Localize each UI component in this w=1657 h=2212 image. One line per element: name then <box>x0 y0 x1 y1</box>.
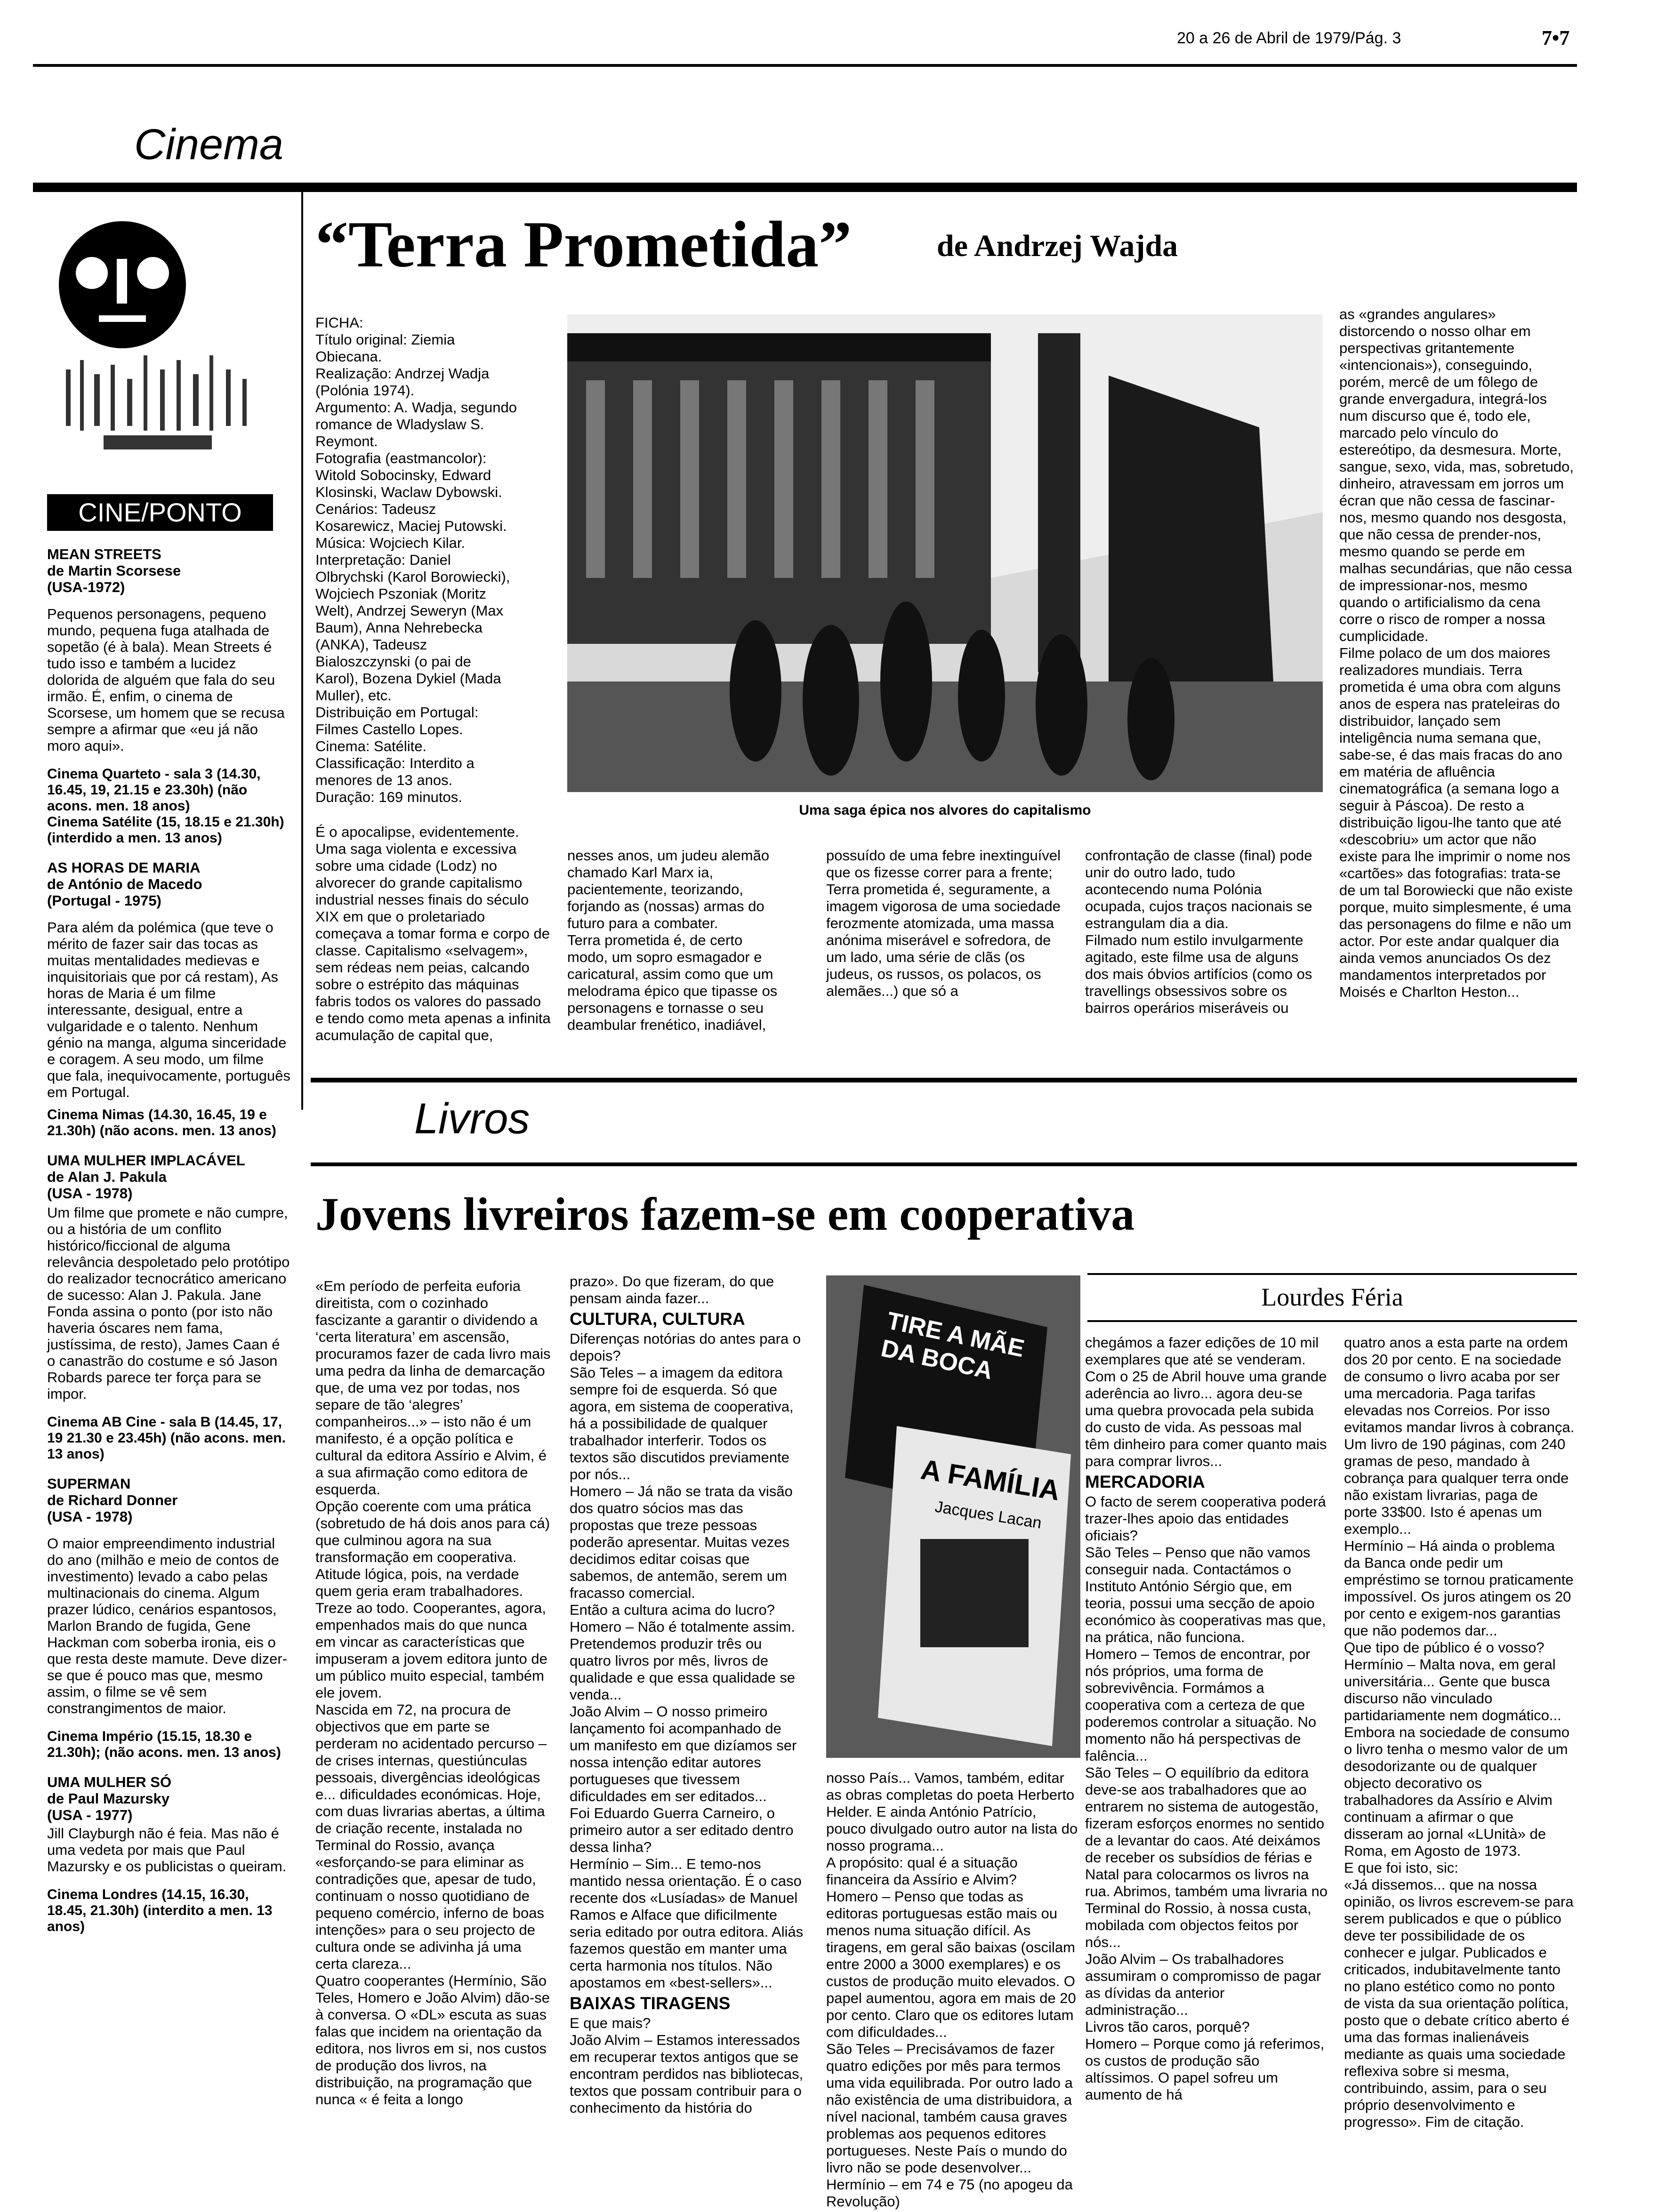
section-label-cinema: Cinema <box>134 120 284 168</box>
film-col2: nesses anos, um judeu alemão chamado Karl Marx ia, pacientemente, teorizando, forjando as (nossas) armas do futuro para a combater. Terra prometida é, de certo modo, um sopro esmagador e caricatural, assim como que um melodrama épico que tipasse os personagens e tornasse o seu deambular frenético, inadiável, <box>567 847 778 1033</box>
book-cover-title-1: TIRE A MÃE DA BOCA <box>878 1306 1027 1385</box>
film-col5: as «grandes angulares» distorcendo o nosso olhar em perspectivas gritantemente «intencionais»), conseguindo, porém, mercê de um fôlego de grande envergadura, integrá-los num discurso que é, todo ele, marcado pelo vínculo do estereótipo, da desmesura. Morte, sangue, sexo, vida, mas, sobretudo, dinheiro, atravessam em jorros um écran que não cessa de fascinar-nos, mesmo quando nos desgosta, que não cessa de prender-nos, mesmo quando se perde em malhas secundárias, que não cessa de impressionar-nos, mesmo quando o artificialismo da cena corre o risco de romper a nossa cumplicidade. Filme polaco de um dos maiores realizadores mundiais. Terra prometida é uma obra com alguns anos de espera nas prateleiras do distribuidor, lançado sem inteligência numa semana que, sabe-se, é das mais fracas do ano em matéria de afluência cinematográfica (a semana logo a seguir à Páscoa). De resto a distribuição ligou-lhe tanto que até «descobriu» um actor que não existe para lhe imprimir o nome nos «cartões» das fotografias: trata-se de um tal Borowiecki que não existe porque, muito simplesmente, é uma das personagens do filme e não um actor. Por este andar qualquer dia ainda vemos anunciados Os dez mandamentos interpretados por Moisés e Charlton Heston... <box>1339 306 1574 1000</box>
books-col4-text: chegámos a fazer edições de 10 mil exemplares que até se venderam. Com o 25 de Abril houve uma grande aderência ao livro... agora deu-se uma quebra provocada pela subida do custo de vida. As pessoas mal têm dinheiro para comer quanto mais para comprar livros... <box>1085 1334 1327 1469</box>
entry-title: AS HORAS DE MARIA de António de Macedo (Portugal - 1975) <box>47 859 202 909</box>
film-headline: “Terra Prometida” <box>315 208 852 281</box>
books-col5: quatro anos a esta parte na ordem dos 20 por cento. E na sociedade de consumo o livro acaba por ser uma mercadoria. Paga tarifas elevadas nos Correios. Por isso evitamos mandar livros à cobrança. Um livro de 190 páginas, com 240 gramas de peso, mandado à cobrança para qualquer terra onde não existam livrarias, paga de porte 33$00. Isto é apenas um exemplo... Hermínio – Há ainda o problema da Banca onde pedir um empréstimo se tornou praticamente impossível. Os juros atingem os 20 por cento e exigem-nos garantias que não podemos dar... Que tipo de público é o vosso? Hermínio – Malta nova, em geral universitária... Gente que busca discurso não vinculado partidariamente nem dogmático... Embora na sociedade de consumo o livro tenha o mesmo valor de um desodorizante ou de qualquer objecto decorativo os trabalhadores da Assírio e Alvim continuam a afirmar o que disseram ao jornal «LUnità» de Roma, em Agosto de 1973. E que foi isto, sic: «Já dissemos... que na nossa opinião, os livros escrevem-se para serem publicados e que o público deve ter possibilidade de os conhecer e julgar. Publicados e criticados, indubitavelmente tanto no plano estético como no ponto de vista da sua orientação política, posto que o debate crítico aberto é uma das formas inalienáveis mediante as quais uma sociedade reflexiva sobre si mesma, contribuindo, assim, para o seu próprio desenvolvimento e progresso». Fim de citação. <box>1344 1334 1575 2130</box>
section-rule-livros-top <box>311 1078 1577 1082</box>
entry-schedule: Cinema AB Cine - sala B (14.45, 17, 19 21.30 e 23.45h) (não acons. men. 13 anos) <box>47 1414 286 1462</box>
author-rule-bottom <box>1087 1320 1577 1322</box>
entry-title: SUPERMAN de Richard Donner (USA - 1978) <box>47 1475 178 1525</box>
list-item <box>47 546 292 846</box>
book-cover-author: Jacques Lacan <box>933 1498 1043 1532</box>
section-rule-livros-bottom <box>311 1162 1577 1166</box>
list-item <box>47 859 292 1139</box>
cineponto-list <box>47 546 292 1948</box>
film-col3: possuído de uma febre inextinguível que os fizesse correr para a frente; Terra prometida é, seguramente, a imagem vigorosa de uma sociedade ferozmente atomizada, uma massa anónima miserável e sofredora, de um lado, uma série de clãs (os judeus, os russos, os polacos, os alemães...) que só a <box>826 847 1061 999</box>
subhead-mercadoria: MERCADORIA <box>1085 1472 1205 1491</box>
author-rule-top <box>1087 1273 1577 1275</box>
film-col4: confrontação de classe (final) pode unir do outro lado, tudo acontecendo numa Polónia ocupada, cujos traços nacionais se estrangulam dia a dia. Filmado num estilo invulgarmente agitado, este filme usa de alguns dos mais óbvios artifícios (como os travellings obsessivos sobre os bairros operários miseráveis ou <box>1085 847 1312 1016</box>
publication-logo: 7•7 <box>1542 26 1570 49</box>
film-col1: É o apocalipse, evidentemente. Uma saga violenta e excessiva sobre uma cidade (Lodz) no alvorecer do grande capitalismo industrial nesses finais do século XIX em que o proletariado começava a tomar forma e corpo de classe. Capitalismo «selvagem», sem rédeas nem peias, calcando sobre o estrépito das máquinas fabris todos os valores do passado e tendo como meta apenas a infinita acumulação de capital que, <box>315 824 551 1043</box>
entry-text: Um filme que promete e não cumpre, ou a história de um conflito histórico/ficcional de alguma relevância despoletado pelo protótipo do realizador tecnocrático americano de sucesso: Alan J. Pakula. Jane Fonda assina o ponto (por isto não haveria óscares nem fama, justíssima, de resto), James Caan é o canastrão do costume e só Jason Robards parece ter força para se impor. <box>47 1204 290 1402</box>
entry-text: Jill Clayburgh não é feia. Mas não é uma vedeta por mais que Paul Mazursky e os publicistas o queiram. <box>47 1825 287 1875</box>
entry-title: UMA MULHER IMPLACÁVEL de Alan J. Pakula (USA - 1978) <box>47 1152 245 1202</box>
books-col4-text2: O facto de serem cooperativa poderá trazer-lhes apoio das entidades oficiais? São Teles – Penso que não vamos conseguir nada. Contactámos o Instituto António Sérgio que, em teoria, possui uma secção de apoio económico às cooperativas mas que, na prática, não funciona. Homero – Temos de encontrar, por nós próprios, uma forma de sobrevivência. Formámos a cooperativa com a certeza de que poderemos controlar a situação. No momento não há perspectivas de falência... São Teles – O equilíbrio da editora deve-se aos trabalhadores que ao entrarem no sistema de autogestão, fizeram esforços enormes no sentido de a levantar do caos. Até deixámos de receber os subsídios de férias e Natal para colocarmos os livros na rua. Abrimos, também uma livraria no Terminal do Rossio, à nossa custa, mobilada com objectos feitos por nós... João Alvim – Os trabalhadores assumiram o compromisso de pagar as dívidas da anterior administração... Livros tão caros, porquê? Homero – Porque como já referimos, os custos de produção são altíssimos. O papel sofreu um aumento de há <box>1085 1493 1328 2103</box>
books-col3: nosso País... Vamos, também, editar as obras completas do poeta Herberto Helder. E ainda António Patrício, pouco divulgado outro autor na lista do nosso programa... A propósito: qual é a situação financeira da Assírio e Alvim? Homero – Penso que todas as editoras portuguesas estão mais ou menos numa situação difícil. As tiragens, em geral são baixas (oscilam entre 2000 a 3000 exemplares) e os custos de produção muito elevados. O papel aumentou, agora em mais de 20 por cento. Claro que os editores lutam com dificuldades... São Teles – Precisávamos de fazer quatro edições por mês para termos uma vida equilibrada. Por outro lado a não existência de uma distribuidora, a nível nacional, também causa graves problemas aos pequenos editores portugueses. Neste País o mundo do livro não se pode desenvolver... Hermínio – em 74 e 75 (no apogeu da Revolução) <box>826 1770 1078 2210</box>
photo-caption: Uma saga épica nos alvores do capitalismo <box>799 802 1091 818</box>
books-col2-intro: prazo». Do que fizeram, do que pensam ainda fazer... <box>570 1273 774 1306</box>
books-col2 <box>570 1273 805 2116</box>
entry-text: Pequenos personagens, pequeno mundo, pequena fuga atalhada de sopetão (é à bala). Mean Streets é tudo isso e também a lucidez dolorida de alguém que fala do seu irmão. É, enfim, o cinema de Scorsese, um homem que se recusa sempre a afirmar que «eu já não moro aqui». <box>47 606 285 754</box>
sidebar-divider <box>301 192 303 1110</box>
film-ficha: FICHA: Título original: Ziemia Obiecana. Realização: Andrzej Wadja (Polónia 1974). Argumento: A. Wadja, segundo romance de Wladyslaw S. Reymont. Fotografia (eastmancolor): Witold Sobocinsky, Edward Klosinski, Waclaw Dybowski. Cenários: Tadeusz Kosarewicz, Maciej Putowski. Música: Wojciech Kilar. Interpretação: Daniel Olbrychski (Karol Borowiecki), Wojciech Pszoniak (Moritz Welt), Andrzej Seweryn (Max Baum), Anna Nehrebecka (ANKA), Tadeusz Bialoszczynski (o pai de Karol), Bozena Dykiel (Mada Muller), etc. Distribuição em Portugal: Filmes Castello Lopes. Cinema: Satélite. Classificação: Interdito a menores de 13 anos. Duração: 169 minutos. <box>315 314 517 805</box>
books-col4 <box>1085 1334 1330 2103</box>
entry-text: Para além da polémica (que teve o mérito de fazer sair das tocas as muitas mentalidades medievas e inquisitoriais que por cá restam), As horas de Maria é um filme interessante, desigual, entre a vulgaridade e o talento. Nenhum génio na manga, alguma sinceridade e coragem. A seu modo, um filme que fala, inequivocamente, português em Portugal. <box>47 919 291 1100</box>
entry-title: UMA MULHER SÓ de Paul Mazursky (USA - 1977) <box>47 1774 172 1823</box>
cineponto-logo <box>47 214 268 478</box>
cineponto-label: CINE/PONTO <box>47 494 273 531</box>
film-byline: de Andrzej Wajda <box>937 229 1178 263</box>
section-label-livros: Livros <box>414 1095 530 1143</box>
list-item <box>47 1774 292 1935</box>
subhead-baixas-tiragens: BAIXAS TIRAGENS <box>570 1994 731 2013</box>
section-rule-cinema <box>33 183 1577 192</box>
issue-date-page: 20 a 26 de Abril de 1979/Pág. 3 <box>1177 29 1401 47</box>
book-cover-title-2: A FAMÍLIA <box>918 1453 1062 1507</box>
books-col2-text2: E que mais? João Alvim – Estamos interessados em recuperar textos antigos que se encontram perdidos nas bibliotecas, textos que possam contribuir para o conhecimento da história do <box>570 2015 804 2116</box>
entry-schedule: Cinema Quarteto - sala 3 (14.30, 16.45, 19, 21.15 e 23.30h) (não acons. men. 18 anos) Cinema Satélite (15, 18.15 e 21.30h) (interdido a men. 13 anos) <box>47 766 284 846</box>
header-rule <box>33 64 1577 67</box>
entry-title: MEAN STREETS de Martin Scorsese (USA-1972) <box>47 546 181 595</box>
books-col2-text1: Diferenças notórias do antes para o depois? São Teles – a imagem da editora sempre foi de esquerda. Só que agora, em sistema de cooperativa, há a possibilidade de qualquer trabalhador interferir. Todos os textos são discutidos previamente por nós... Homero – Já não se trata da visão dos quatro sócios mas das propostas que treze pessoas poderão apresentar. Muitas vezes decidimos editar coisas que sabemos, de antemão, serem um fracasso comercial. Então a cultura acima do lucro? Homero – Não é totalmente assim. Pretendemos produzir três ou quatro livros por mês, livros de qualidade e que essa qualidade se venda... João Alvim – O nosso primeiro lançamento foi acompanhado de um manifesto em que dizíamos ser nossa intenção editar autores portugueses que tivessem dificuldades em ser editados... Foi Eduardo Guerra Carneiro, o primeiro autor a ser editado dentro dessa linha? Hermínio – Sim... E temo-nos mantido nessa orientação. É o caso recente dos «Lusíadas» de Manuel Ramos e Alface que dificilmente seria editado por outra editora. Aliás fazemos questão em manter uma certa harmonia nos títulos. Não apostamos em «best-sellers»... <box>570 1330 804 1991</box>
entry-schedule: Cinema Londres (14.15, 16.30, 18.45, 21.30h) (interdito a men. 13 anos) <box>47 1887 273 1934</box>
film-still-image <box>567 314 1323 792</box>
entry-schedule: Cinema Nimas (14.30, 16.45, 19 e 21.30h) (não acons. men. 13 anos) <box>47 1107 276 1138</box>
books-col1: «Em período de perfeita euforia direitista, com o cozinhado fascizante a garantir o dividendo a ‘certa literatura’ em ascensão, procuramos fazer de cada livro mais uma pedra da linha de demarcação que, de uma vez por todas, nos separe de tão ‘alegres’ companheiros...» – isto não é um manifesto, é a opção política e cultural da editora Assírio e Alvim, é a sua afirmação como editora de esquerda. Opção coerente com uma prática (sobretudo de há dois anos para cá) que culminou agora na sua transformação em cooperativa. Atitude lógica, pois, na verdade quem geria eram trabalhadores. Treze ao todo. Cooperantes, agora, empenhados mais do que nunca em vincar as características que impuseram a jovem editora junto de um público muito especial, também ele jovem. Nascida em 72, na procura de objectivos que em parte se perderam no acidentado percurso – de crises internas, questiúnculas pessoais, divergências ideológicas e... dificuldades económicas. Hoje, com duas livrarias abertas, a última de criação recente, instalada no Terminal do Rossio, avança «esforçando-se para eliminar as contradições que, apesar de tudo, continuam o nosso quotidiano de pequeno comércio, inferno de boas intenções» para o seu projecto de cultura onde se adivinha já uma certa clareza... Quatro cooperantes (Hermínio, São Teles, Homero e João Alvim) dão-se à conversa. O «DL» escuta as suas falas que incidem na orientação da editora, nos livros em si, nos custos de produção dos livros, na distribuição, na programação que nunca « é feita a longo <box>315 1278 551 2108</box>
books-headline: Jovens livreiros fazem-se em cooperativa <box>315 1188 1135 1240</box>
list-item <box>47 1475 292 1761</box>
film-still-image <box>567 314 1323 792</box>
book-cover-image <box>826 1275 1080 1758</box>
list-item <box>47 1152 292 1462</box>
face-logo-icon <box>47 214 268 478</box>
entry-schedule: Cinema Império (15.15, 18.30 e 21.30h); (não acons. men. 13 anos) <box>47 1729 281 1760</box>
subhead-cultura: CULTURA, CULTURA <box>570 1309 745 1329</box>
entry-text: O maior empreendimento industrial do ano (milhão e meio de contos de investimento) levado a cabo pelas multinacionais do cinema. Algum prazer lúdico, cenários espantosos, Marlon Brando de fugida, Gene Hackman com soberba ironia, eis o que resta deste mamute. Deve dizer-se que é pouco mas que, mesmo assim, o filme se vê sem constrangimentos de maior. <box>47 1535 288 1716</box>
books-author: Lourdes Féria <box>1261 1283 1403 1311</box>
